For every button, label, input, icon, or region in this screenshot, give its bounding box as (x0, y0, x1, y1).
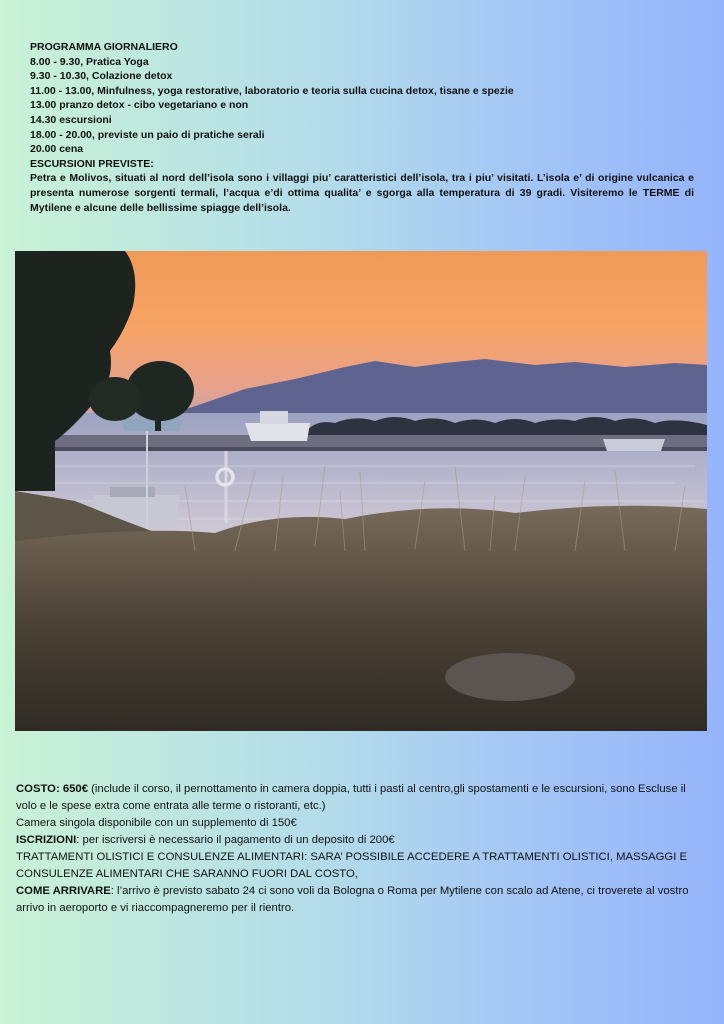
program-item: 14.30 escursioni (30, 113, 112, 126)
registration-paragraph (16, 832, 706, 849)
arrival-text: : l’arrivo è previsto sabato 24 ci sono voli da Bologna o Roma per Mytilene con scalo ad Atene, ci troverete al vostro arrivo in aeroporto e vi riaccompagneremo per il rientro. (16, 885, 689, 914)
program-item: 20.00 cena (30, 143, 84, 156)
excursions-text: Petra e Molivos, situati al nord dell’isola sono i villaggi piu’ caratteristici dell’isola, tra i piu’ visitati. L’isola e’ di origine vulcanica e presenta numerose sorgenti termali, l’acqua e’di ottima qualita’ e sgorga alla temperatura di 39 gradi. Visiteremo le TERME di Mytilene e alcune delle bellissime spiagge dell’isola. (30, 172, 694, 214)
cost-label: COSTO: 650€ (16, 783, 88, 795)
program-item: 8.00 - 9.30, Pratica Yoga (30, 55, 149, 68)
program-title: PROGRAMMA GIORNALIERO (30, 41, 178, 53)
rock (445, 653, 575, 701)
treatments-text: TRATTAMENTI OLISTICI E CONSULENZE ALIMENTARI: SARA’ POSSIBILE ACCEDERE A TRATTAMENTI OLISTICI, MASSAGGI E CONSULENZE ALIMENTARI CHE SARANNO FUORI DAL COSTO, (16, 851, 688, 880)
program-item: 11.00 - 13.00, Minfulness, yoga restorative, laboratorio e teoria sulla cucina detox, tisane e spezie (30, 84, 514, 97)
cost-paragraph (16, 781, 706, 815)
daily-program (30, 40, 694, 215)
boat (603, 439, 665, 451)
excursions-title: ESCURSIONI PREVISTE: (30, 157, 154, 170)
boat (245, 423, 310, 441)
program-item: 18.00 - 20.00, previste un paio di pratiche serali (30, 128, 265, 141)
sunset-harbor-photo (15, 251, 707, 731)
registration-label: ISCRIZIONI (16, 834, 77, 846)
registration-text: : per iscriversi è necessario il pagamento di un deposito di 200€ (76, 834, 395, 846)
program-item: 13.00 pranzo detox - cibo vegetariano e non (30, 99, 249, 112)
info-section (16, 781, 706, 917)
boat (120, 419, 183, 431)
cost-text: (include il corso, il pernottamento in camera doppia, tutti i pasti al centro,gli spostamenti e le escursioni, sono Escluse il volo e le spese extra come entrata alle terme o ristoranti, etc.) (16, 783, 686, 812)
grass (15, 506, 707, 731)
single-room-text: Camera singola disponibile con un supplemento di 150€ (16, 817, 297, 829)
arrival-paragraph (16, 883, 706, 917)
arrival-label: COME ARRIVARE (16, 885, 111, 897)
program-item: 9.30 - 10.30, Colazione detox (30, 70, 173, 83)
